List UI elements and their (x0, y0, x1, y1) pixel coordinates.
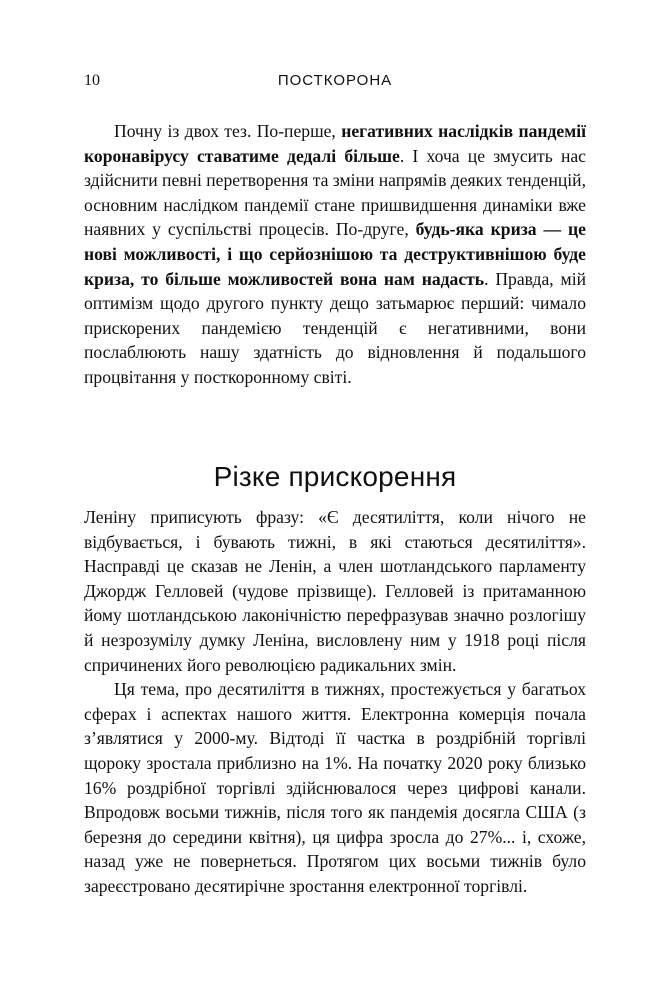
paragraph-ecommerce: Ця тема, про десятиліття в тижнях, простежується у багатьох сферах і аспектах нашого життя. Електронна комерція почала з’являтися у 2000-му. Відтоді її частка в роздрібній торгівлі щороку зростала приблизно на 1%. На початку 2020 року близько 16% роздрібної торгівлі здійснювалося через цифрові канали. Впродовж восьми тижнів, після того як пандемія досягла США (з березня до середини квітня), ця цифра зросла до 27%... і, схоже, назад уже не повернеться. Протягом цих восьми тижнів було зареєстровано десятирічне зростання електронної торгівлі. (84, 679, 586, 896)
opening-text-block (84, 119, 586, 390)
page-number: 10 (84, 72, 100, 89)
bold-thesis-1: негативних наслідків пандемії коронавірусу ставатиме дедалі більше (84, 121, 586, 166)
running-title: ПОСТКОРОНА (277, 72, 393, 89)
section-heading: Різке прискорення (213, 461, 457, 493)
paragraph-theses (84, 119, 586, 390)
text-run: . Правда, мій оптимізм щодо другого пункту дещо затьмарює перший: чимало прискорених пандемією тенденцій є негативними, вони послаблюють нашу здатність до відновлення й подальшого процвітання у посткоронному світі. (84, 268, 586, 387)
text-run: . І хоча це змусить нас здійснити певні перетворення та зміни напрямів деяких тенденцій, основним наслідком пандемії стане пришвидшення динаміки вже наявних у суспільстві процесів. По-друге, (84, 145, 586, 240)
text-run: Почну із двох тез. По-перше, (114, 121, 342, 141)
bold-thesis-2: будь-яка криза — це нові можливості, і що серйознішою та деструктивнішою буде криза, то більше можливостей вона нам надасть (84, 219, 586, 289)
section-text-block (84, 505, 586, 899)
paragraph-lenin-quote: Леніну приписують фразу: «Є десятиліття, коли нічого не відбувається, і бувають тижні, в які стаються десятиліття». Насправді це сказав не Ленін, а член шотландського парламенту Джордж Гелловей (чудове прізвище). Гелловей із притаманною йому шотландською лаконічністю перефразував значно розлогішу й незрозумілу думку Леніна, висловлену ним у 1918 році після спричинених його революцією радикальних змін. (84, 507, 586, 675)
running-header (84, 72, 586, 94)
